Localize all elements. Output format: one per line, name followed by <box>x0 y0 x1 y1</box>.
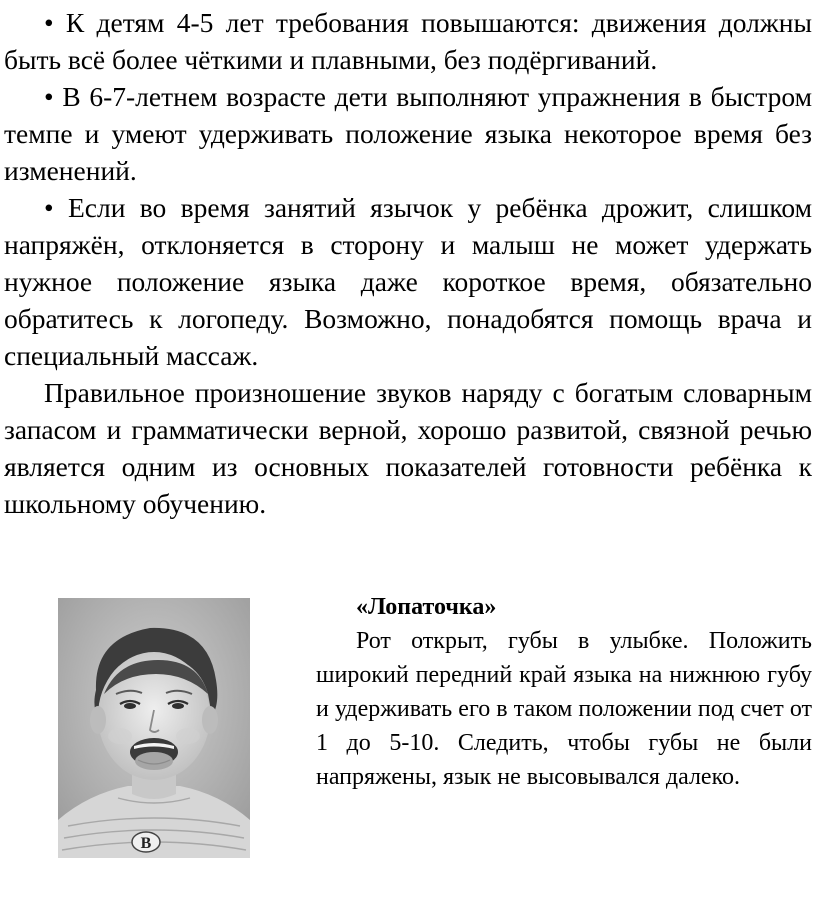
child-tongue-photo <box>58 598 250 858</box>
bullet-paragraph-age-4-5: • К детям 4-5 лет требования повышаются: движения должны быть всё более чёткими и плавными, без подёргиваний. <box>4 7 812 75</box>
exercise-description: Рот открыт, губы в улыбке. Положить широкий передний край языка на нижнюю губу и удерживать его в таком положении под счет от 1 до 5-10. Следить, чтобы губы не были напряжены, язык не высовывался далеко. <box>316 628 812 790</box>
bullet-paragraph-age-6-7: • В 6-7-летнем возрасте дети выполняют упражнения в быстром темпе и умеют удерживать положение языка некоторое время без изменений. <box>4 81 812 186</box>
exercise-block <box>316 590 812 794</box>
conclusion-paragraph: Правильное произношение звуков наряду с богатым словарным запасом и грамматически верной, хорошо развитой, связной речью является одним из основных показателей готовности ребёнка к школьному обучению. <box>4 377 812 519</box>
exercise-title: «Лопаточка» <box>356 594 497 620</box>
child-portrait-image <box>58 598 250 858</box>
main-text <box>4 4 812 522</box>
sweater-badge-letter: B <box>140 835 152 852</box>
bullet-paragraph-trembling-tongue: • Если во время занятий язычок у ребёнка дрожит, слишком напряжён, отклоняется в сторону и малыш не может удержать нужное положение языка даже короткое время, обязательно обратитесь к логопеду. Возможно, понадобятся помощь врача и специальный массаж. <box>4 192 812 371</box>
